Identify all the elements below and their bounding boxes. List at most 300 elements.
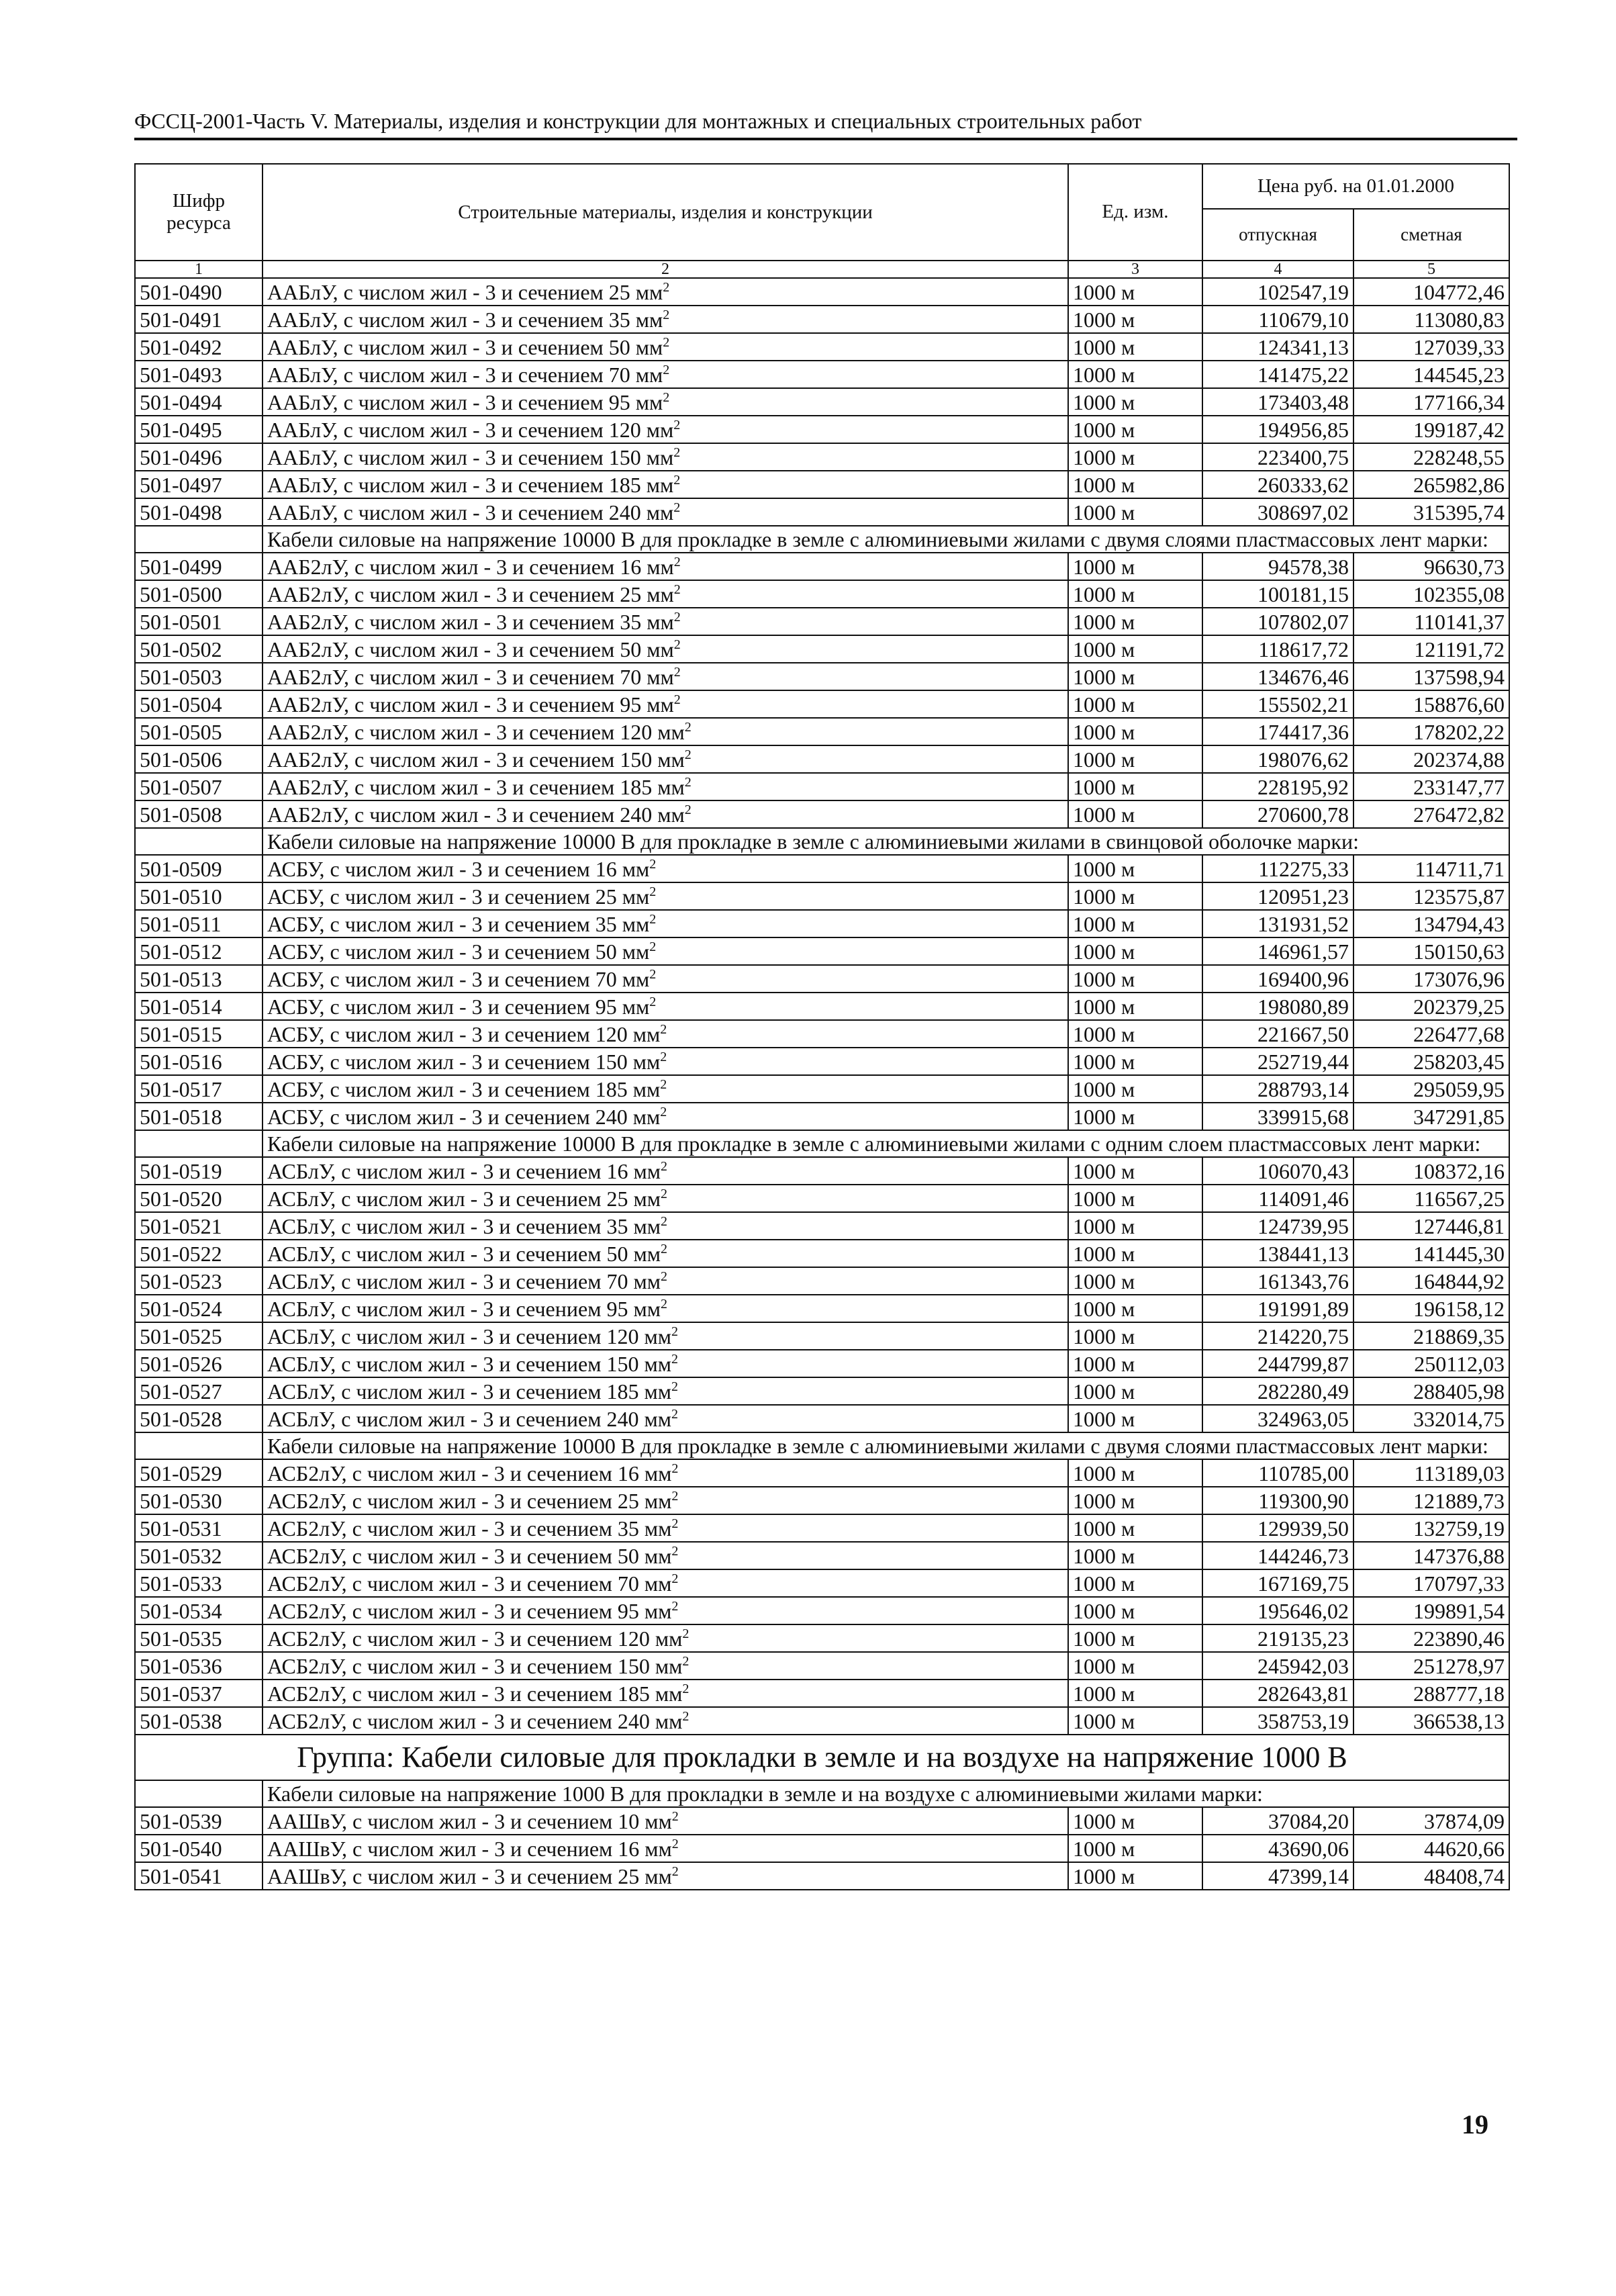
resource-code: 501-0505 [135, 718, 263, 745]
table-row [135, 773, 1509, 800]
resource-code: 501-0494 [135, 388, 263, 416]
material-name [263, 1240, 1068, 1267]
table-row [135, 1514, 1509, 1542]
material-name-text: АСБлУ, с числом жил - 3 и сечением 25 мм [267, 1186, 661, 1211]
material-name [263, 855, 1068, 882]
material-name [263, 1405, 1068, 1432]
material-name-text: ААБлУ, с числом жил - 3 и сечением 240 мм [267, 500, 674, 524]
resource-code: 501-0539 [135, 1807, 263, 1835]
estimate-price: 102355,08 [1353, 580, 1509, 608]
wholesale-price: 260333,62 [1202, 471, 1353, 498]
table-body [135, 278, 1509, 1890]
estimate-price: 110141,37 [1353, 608, 1509, 635]
unit-of-measure: 1000 м [1068, 745, 1202, 773]
unit-exponent: 2 [663, 279, 670, 295]
resource-code: 501-0514 [135, 993, 263, 1020]
unit-of-measure: 1000 м [1068, 1707, 1202, 1735]
material-name-text: АСБ2лУ, с числом жил - 3 и сечением 25 мм [267, 1488, 672, 1513]
estimate-price: 134794,43 [1353, 910, 1509, 937]
wholesale-price: 167169,75 [1202, 1569, 1353, 1597]
unit-exponent: 2 [673, 445, 681, 460]
material-name [263, 1487, 1068, 1514]
resource-code: 501-0522 [135, 1240, 263, 1267]
wholesale-price: 106070,43 [1202, 1157, 1353, 1185]
unit-exponent: 2 [673, 500, 681, 515]
resource-code: 501-0526 [135, 1350, 263, 1377]
unit-exponent: 2 [684, 719, 692, 735]
material-name-text: ААБлУ, с числом жил - 3 и сечением 25 мм [267, 279, 663, 304]
table-row [135, 553, 1509, 580]
table-row [135, 690, 1509, 718]
estimate-price: 178202,22 [1353, 718, 1509, 745]
material-name-text: ААБлУ, с числом жил - 3 и сечением 120 мм [267, 417, 674, 442]
material-name-text: ААШвУ, с числом жил - 3 и сечением 25 мм [267, 1864, 672, 1888]
wholesale-price: 100181,15 [1202, 580, 1353, 608]
unit-exponent: 2 [663, 389, 670, 405]
unit-of-measure: 1000 м [1068, 1652, 1202, 1680]
column-header-unit: Ед. изм. [1068, 164, 1202, 261]
unit-exponent: 2 [649, 939, 657, 954]
estimate-price: 113189,03 [1353, 1459, 1509, 1487]
unit-of-measure: 1000 м [1068, 1405, 1202, 1432]
material-name-text: ААБ2лУ, с числом жил - 3 и сечением 240 мм [267, 802, 685, 827]
column-number: 5 [1353, 261, 1509, 278]
unit-of-measure: 1000 м [1068, 608, 1202, 635]
unit-of-measure: 1000 м [1068, 471, 1202, 498]
wholesale-price: 37084,20 [1202, 1807, 1353, 1835]
estimate-price: 288405,98 [1353, 1377, 1509, 1405]
unit-exponent: 2 [649, 884, 657, 899]
unit-of-measure: 1000 м [1068, 1048, 1202, 1075]
wholesale-price: 308697,02 [1202, 498, 1353, 526]
unit-exponent: 2 [649, 856, 657, 872]
material-name-text: ААБлУ, с числом жил - 3 и сечением 185 мм [267, 472, 674, 497]
estimate-price: 315395,74 [1353, 498, 1509, 526]
material-name [263, 1835, 1068, 1862]
unit-of-measure: 1000 м [1068, 1350, 1202, 1377]
table-row [135, 1157, 1509, 1185]
table-row [135, 855, 1509, 882]
material-name [263, 1377, 1068, 1405]
unit-exponent: 2 [663, 334, 670, 350]
unit-exponent: 2 [673, 609, 681, 625]
table-row [135, 1405, 1509, 1432]
unit-exponent: 2 [660, 1186, 667, 1201]
empty-cell [135, 1780, 263, 1807]
resource-code: 501-0504 [135, 690, 263, 718]
column-header-code: Шифр ресурса [135, 164, 263, 261]
table-row [135, 1212, 1509, 1240]
estimate-price: 141445,30 [1353, 1240, 1509, 1267]
unit-exponent: 2 [649, 994, 657, 1009]
section-subheading: Кабели силовые на напряжение 10000 В для прокладке в земле с алюминиевыми жилами с двумя слоями пластмассовых лент марки: [263, 1432, 1509, 1459]
unit-of-measure: 1000 м [1068, 1680, 1202, 1707]
table-row [135, 306, 1509, 333]
table-row [135, 635, 1509, 663]
header-rule [134, 138, 1517, 140]
material-name [263, 965, 1068, 993]
table-row [135, 1542, 1509, 1569]
estimate-price: 202379,25 [1353, 993, 1509, 1020]
resource-code: 501-0495 [135, 416, 263, 443]
column-number: 1 [135, 261, 263, 278]
material-name-text: АСБ2лУ, с числом жил - 3 и сечением 50 мм [267, 1543, 672, 1568]
wholesale-price: 198076,62 [1202, 745, 1353, 773]
unit-of-measure: 1000 м [1068, 1212, 1202, 1240]
material-name-text: АСБ2лУ, с числом жил - 3 и сечением 185 мм [267, 1681, 683, 1706]
material-name [263, 800, 1068, 828]
estimate-price: 48408,74 [1353, 1862, 1509, 1890]
table-row [135, 718, 1509, 745]
unit-of-measure: 1000 м [1068, 1807, 1202, 1835]
unit-of-measure: 1000 м [1068, 910, 1202, 937]
material-name-text: ААБ2лУ, с числом жил - 3 и сечением 25 мм [267, 582, 674, 606]
estimate-price: 137598,94 [1353, 663, 1509, 690]
unit-exponent: 2 [682, 1626, 690, 1641]
resource-code: 501-0515 [135, 1020, 263, 1048]
unit-exponent: 2 [671, 1488, 679, 1504]
table-row [135, 388, 1509, 416]
column-number: 3 [1068, 261, 1202, 278]
wholesale-price: 110679,10 [1202, 306, 1353, 333]
table-row [135, 1459, 1509, 1487]
material-name [263, 910, 1068, 937]
resource-code: 501-0540 [135, 1835, 263, 1862]
wholesale-price: 169400,96 [1202, 965, 1353, 993]
material-name [263, 882, 1068, 910]
column-numbers-row [135, 261, 1509, 278]
unit-of-measure: 1000 м [1068, 1185, 1202, 1212]
empty-cell [135, 828, 263, 855]
column-header-price: Цена руб. на 01.01.2000 [1202, 164, 1509, 209]
wholesale-price: 244799,87 [1202, 1350, 1353, 1377]
unit-exponent: 2 [660, 1296, 667, 1312]
resource-code: 501-0513 [135, 965, 263, 993]
wholesale-price: 131931,52 [1202, 910, 1353, 937]
estimate-price: 366538,13 [1353, 1707, 1509, 1735]
unit-exponent: 2 [671, 1864, 679, 1879]
group-heading-row [135, 1735, 1509, 1780]
section-subheading: Кабели силовые на напряжение 10000 В для прокладке в земле с алюминиевыми жилами в свинцовой оболочке марки: [263, 828, 1509, 855]
resource-code: 501-0517 [135, 1075, 263, 1103]
wholesale-price: 124739,95 [1202, 1212, 1353, 1240]
unit-exponent: 2 [671, 1324, 678, 1339]
unit-exponent: 2 [660, 1076, 667, 1092]
unit-exponent: 2 [682, 1708, 690, 1724]
table-row [135, 443, 1509, 471]
unit-of-measure: 1000 м [1068, 1322, 1202, 1350]
estimate-price: 96630,73 [1353, 553, 1509, 580]
material-name-text: АСБлУ, с числом жил - 3 и сечением 70 мм [267, 1269, 661, 1293]
material-name [263, 1652, 1068, 1680]
material-name [263, 361, 1068, 388]
resource-code: 501-0518 [135, 1103, 263, 1130]
material-name [263, 1862, 1068, 1890]
material-name-text: АСБ2лУ, с числом жил - 3 и сечением 240 мм [267, 1708, 683, 1733]
table-row [135, 1624, 1509, 1652]
resource-code: 501-0508 [135, 800, 263, 828]
resource-code: 501-0519 [135, 1157, 263, 1185]
price-table [134, 163, 1510, 1890]
unit-exponent: 2 [673, 692, 681, 707]
material-name-text: АСБ2лУ, с числом жил - 3 и сечением 70 мм [267, 1571, 672, 1596]
material-name [263, 1350, 1068, 1377]
material-name-text: ААБлУ, с числом жил - 3 и сечением 35 мм [267, 307, 663, 332]
unit-exponent: 2 [673, 582, 681, 597]
material-name [263, 498, 1068, 526]
resource-code: 501-0528 [135, 1405, 263, 1432]
unit-exponent: 2 [660, 1158, 667, 1174]
column-header-estimate: сметная [1353, 209, 1509, 261]
material-name-text: АСБУ, с числом жил - 3 и сечением 185 мм [267, 1076, 661, 1101]
table-row [135, 333, 1509, 361]
material-name [263, 1459, 1068, 1487]
resource-code: 501-0492 [135, 333, 263, 361]
table-row [135, 1240, 1509, 1267]
wholesale-price: 245942,03 [1202, 1652, 1353, 1680]
unit-exponent: 2 [671, 1598, 679, 1614]
section-subheading: Кабели силовые на напряжение 1000 В для прокладки в земле и на воздухе с алюминиевыми жилами марки: [263, 1780, 1509, 1807]
unit-of-measure: 1000 м [1068, 1514, 1202, 1542]
section-subheading: Кабели силовые на напряжение 10000 В для прокладке в земле с алюминиевыми жилами с одним слоем пластмассовых лент марки: [263, 1130, 1509, 1157]
resource-code: 501-0534 [135, 1597, 263, 1624]
wholesale-price: 339915,68 [1202, 1103, 1353, 1130]
unit-exponent: 2 [663, 307, 670, 322]
wholesale-price: 214220,75 [1202, 1322, 1353, 1350]
unit-of-measure: 1000 м [1068, 1569, 1202, 1597]
unit-of-measure: 1000 м [1068, 1103, 1202, 1130]
wholesale-price: 198080,89 [1202, 993, 1353, 1020]
unit-exponent: 2 [660, 1104, 667, 1119]
unit-of-measure: 1000 м [1068, 1835, 1202, 1862]
resource-code: 501-0493 [135, 361, 263, 388]
wholesale-price: 129939,50 [1202, 1514, 1353, 1542]
table-row [135, 1652, 1509, 1680]
table-row [135, 937, 1509, 965]
resource-code: 501-0498 [135, 498, 263, 526]
material-name [263, 1807, 1068, 1835]
estimate-price: 177166,34 [1353, 388, 1509, 416]
resource-code: 501-0538 [135, 1707, 263, 1735]
material-name-text: АСБУ, с числом жил - 3 и сечением 70 мм [267, 966, 650, 991]
table-row [135, 965, 1509, 993]
material-name [263, 1295, 1068, 1322]
wholesale-price: 141475,22 [1202, 361, 1353, 388]
wholesale-price: 191991,89 [1202, 1295, 1353, 1322]
column-header-wholesale: отпускная [1202, 209, 1353, 261]
table-row [135, 1569, 1509, 1597]
material-name [263, 1212, 1068, 1240]
unit-exponent: 2 [649, 966, 657, 982]
material-name [263, 580, 1068, 608]
unit-exponent: 2 [671, 1461, 679, 1476]
wholesale-price: 173403,48 [1202, 388, 1353, 416]
table-row [135, 608, 1509, 635]
table-row [135, 1185, 1509, 1212]
estimate-price: 104772,46 [1353, 278, 1509, 306]
material-name-text: АСБлУ, с числом жил - 3 и сечением 50 мм [267, 1241, 661, 1266]
unit-exponent: 2 [671, 1808, 679, 1824]
unit-of-measure: 1000 м [1068, 1597, 1202, 1624]
material-name [263, 663, 1068, 690]
unit-exponent: 2 [671, 1571, 679, 1586]
material-name-text: ААБ2лУ, с числом жил - 3 и сечением 35 мм [267, 609, 674, 634]
resource-code: 501-0516 [135, 1048, 263, 1075]
unit-exponent: 2 [660, 1213, 667, 1229]
estimate-price: 108372,16 [1353, 1157, 1509, 1185]
resource-code: 501-0503 [135, 663, 263, 690]
resource-code: 501-0490 [135, 278, 263, 306]
unit-of-measure: 1000 м [1068, 1267, 1202, 1295]
resource-code: 501-0510 [135, 882, 263, 910]
table-row [135, 1807, 1509, 1835]
material-name-text: АСБ2лУ, с числом жил - 3 и сечением 16 мм [267, 1461, 672, 1485]
material-name-text: АСБлУ, с числом жил - 3 и сечением 240 мм [267, 1406, 671, 1431]
wholesale-price: 195646,02 [1202, 1597, 1353, 1624]
unit-of-measure: 1000 м [1068, 388, 1202, 416]
material-name-text: ААШвУ, с числом жил - 3 и сечением 16 мм [267, 1836, 672, 1861]
unit-exponent: 2 [671, 1836, 679, 1851]
table-row [135, 1295, 1509, 1322]
estimate-price: 288777,18 [1353, 1680, 1509, 1707]
unit-exponent: 2 [660, 1049, 667, 1064]
material-name [263, 635, 1068, 663]
material-name-text: АСБУ, с числом жил - 3 и сечением 150 мм [267, 1049, 661, 1074]
estimate-price: 332014,75 [1353, 1405, 1509, 1432]
material-name-text: ААБ2лУ, с числом жил - 3 и сечением 70 мм [267, 664, 674, 689]
table-row [135, 1487, 1509, 1514]
unit-of-measure: 1000 м [1068, 443, 1202, 471]
resource-code: 501-0530 [135, 1487, 263, 1514]
section-subheading-row [135, 828, 1509, 855]
material-name [263, 278, 1068, 306]
material-name [263, 1075, 1068, 1103]
estimate-price: 144545,23 [1353, 361, 1509, 388]
table-row [135, 278, 1509, 306]
resource-code: 501-0491 [135, 306, 263, 333]
unit-exponent: 2 [673, 417, 681, 432]
table-row [135, 1048, 1509, 1075]
unit-of-measure: 1000 м [1068, 498, 1202, 526]
unit-of-measure: 1000 м [1068, 1487, 1202, 1514]
wholesale-price: 219135,23 [1202, 1624, 1353, 1652]
material-name [263, 1569, 1068, 1597]
material-name [263, 993, 1068, 1020]
resource-code: 501-0507 [135, 773, 263, 800]
table-row [135, 1267, 1509, 1295]
estimate-price: 127446,81 [1353, 1212, 1509, 1240]
material-name [263, 1514, 1068, 1542]
resource-code: 501-0536 [135, 1652, 263, 1680]
unit-of-measure: 1000 м [1068, 937, 1202, 965]
column-header-name: Строительные материалы, изделия и конструкции [263, 164, 1068, 261]
estimate-price: 251278,97 [1353, 1652, 1509, 1680]
resource-code: 501-0529 [135, 1459, 263, 1487]
estimate-price: 164844,92 [1353, 1267, 1509, 1295]
material-name-text: АСБ2лУ, с числом жил - 3 и сечением 150 мм [267, 1653, 683, 1678]
material-name [263, 1267, 1068, 1295]
unit-of-measure: 1000 м [1068, 1295, 1202, 1322]
unit-exponent: 2 [682, 1681, 690, 1696]
unit-of-measure: 1000 м [1068, 690, 1202, 718]
material-name-text: АСБлУ, с числом жил - 3 и сечением 185 мм [267, 1379, 671, 1404]
unit-of-measure: 1000 м [1068, 1377, 1202, 1405]
resource-code: 501-0527 [135, 1377, 263, 1405]
unit-of-measure: 1000 м [1068, 278, 1202, 306]
unit-of-measure: 1000 м [1068, 965, 1202, 993]
unit-of-measure: 1000 м [1068, 1862, 1202, 1890]
table-row [135, 361, 1509, 388]
wholesale-price: 118617,72 [1202, 635, 1353, 663]
wholesale-price: 134676,46 [1202, 663, 1353, 690]
material-name [263, 553, 1068, 580]
wholesale-price: 43690,06 [1202, 1835, 1353, 1862]
material-name-text: ААБ2лУ, с числом жил - 3 и сечением 95 мм [267, 692, 674, 717]
material-name-text: АСБУ, с числом жил - 3 и сечением 25 мм [267, 884, 650, 909]
unit-of-measure: 1000 м [1068, 1624, 1202, 1652]
estimate-price: 127039,33 [1353, 333, 1509, 361]
material-name-text: АСБУ, с числом жил - 3 и сечением 35 мм [267, 911, 650, 936]
resource-code: 501-0511 [135, 910, 263, 937]
column-number: 2 [263, 261, 1068, 278]
unit-of-measure: 1000 м [1068, 416, 1202, 443]
material-name-text: ААБлУ, с числом жил - 3 и сечением 150 мм [267, 445, 674, 469]
wholesale-price: 270600,78 [1202, 800, 1353, 828]
table-row [135, 1597, 1509, 1624]
material-name [263, 1322, 1068, 1350]
running-header: ФССЦ-2001-Часть V. Материалы, изделия и конструкции для монтажных и специальных строительных работ [134, 109, 1142, 133]
estimate-price: 158876,60 [1353, 690, 1509, 718]
wholesale-price: 114091,46 [1202, 1185, 1353, 1212]
unit-of-measure: 1000 м [1068, 718, 1202, 745]
resource-code: 501-0525 [135, 1322, 263, 1350]
wholesale-price: 112275,33 [1202, 855, 1353, 882]
table-row [135, 800, 1509, 828]
wholesale-price: 146961,57 [1202, 937, 1353, 965]
unit-exponent: 2 [673, 637, 681, 652]
unit-of-measure: 1000 м [1068, 882, 1202, 910]
table-row [135, 1680, 1509, 1707]
unit-of-measure: 1000 м [1068, 800, 1202, 828]
resource-code: 501-0521 [135, 1212, 263, 1240]
wholesale-price: 47399,14 [1202, 1862, 1353, 1890]
material-name [263, 471, 1068, 498]
estimate-price: 347291,85 [1353, 1103, 1509, 1130]
estimate-price: 114711,71 [1353, 855, 1509, 882]
table-row [135, 580, 1509, 608]
estimate-price: 199891,54 [1353, 1597, 1509, 1624]
material-name-text: ААБ2лУ, с числом жил - 3 и сечением 150 мм [267, 747, 685, 772]
resource-code: 501-0524 [135, 1295, 263, 1322]
estimate-price: 295059,95 [1353, 1075, 1509, 1103]
estimate-price: 123575,87 [1353, 882, 1509, 910]
section-subheading-row [135, 1780, 1509, 1807]
unit-exponent: 2 [671, 1543, 679, 1559]
estimate-price: 223890,46 [1353, 1624, 1509, 1652]
resource-code: 501-0520 [135, 1185, 263, 1212]
resource-code: 501-0541 [135, 1862, 263, 1890]
unit-of-measure: 1000 м [1068, 1459, 1202, 1487]
unit-exponent: 2 [671, 1406, 678, 1422]
estimate-price: 199187,42 [1353, 416, 1509, 443]
material-name [263, 937, 1068, 965]
unit-of-measure: 1000 м [1068, 306, 1202, 333]
estimate-price: 218869,35 [1353, 1322, 1509, 1350]
material-name [263, 1597, 1068, 1624]
section-subheading-row [135, 526, 1509, 553]
estimate-price: 132759,19 [1353, 1514, 1509, 1542]
estimate-price: 202374,88 [1353, 745, 1509, 773]
